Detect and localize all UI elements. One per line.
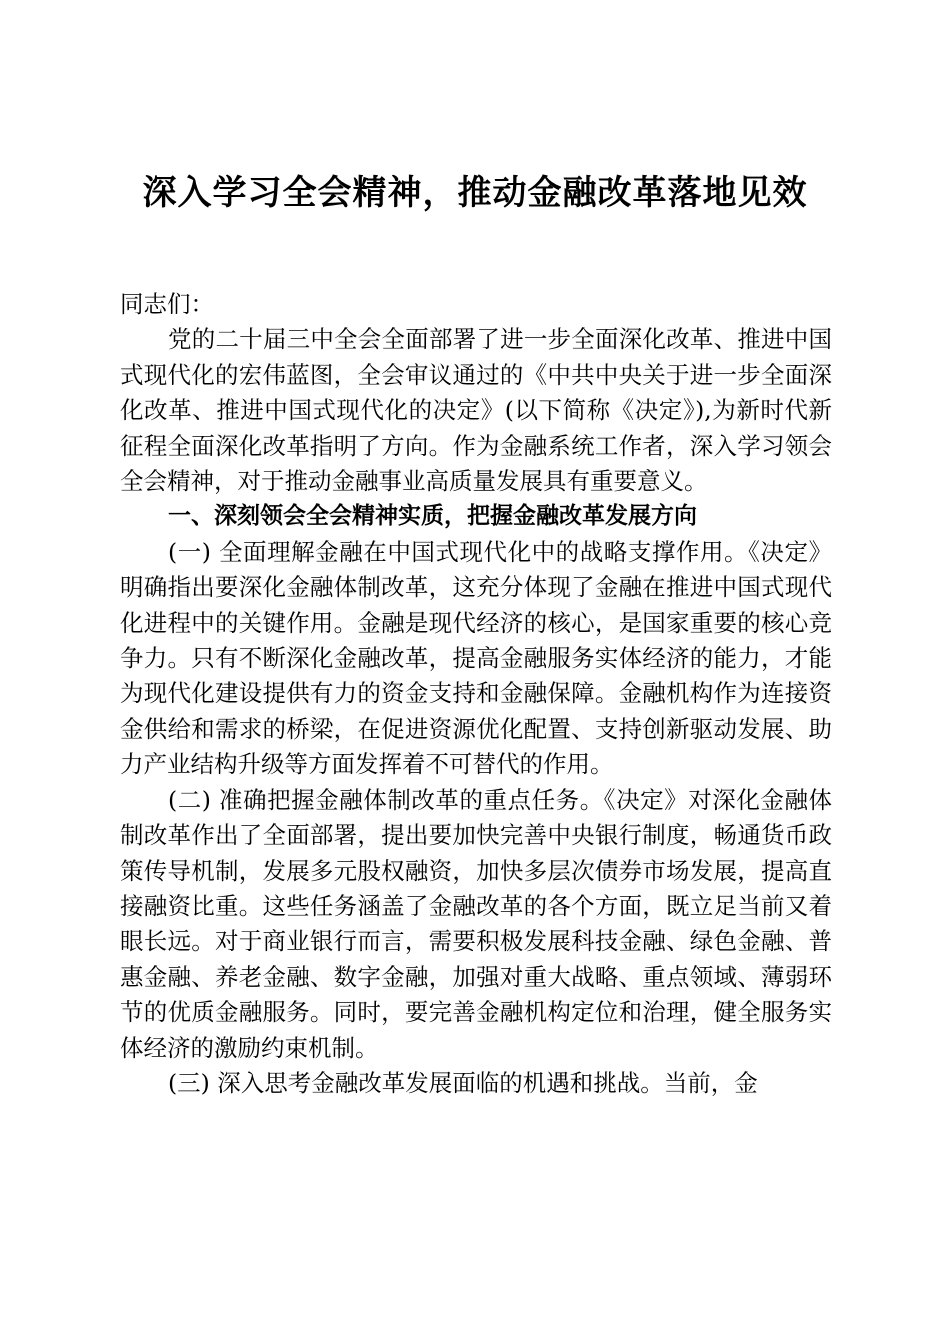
subsection-heading-1: (一) 全面理解金融在中国式现代化中的战略支撑作用。 <box>168 537 749 566</box>
document-body <box>120 287 832 1101</box>
intro-paragraph: 党的二十届三中全会全面部署了进一步全面深化改革、推进中国式现代化的宏伟蓝图，全会审议通过的《中共中央关于进一步全面深化改革、推进中国式现代化的决定》(以下简称《决定》),为新时代新征程全面深化改革指明了方向。作为金融系统工作者，深入学习领会全会精神，对于推动金融事业高质量发展具有重要意义。 <box>120 325 832 496</box>
section-heading-1: 一、深刻领会全会精神实质，把握金融改革发展方向 <box>168 503 697 530</box>
subsection-body-1: 《决定》明确指出要深化金融体制改革，这充分体现了金融在推进中国式现代化进程中的关键作用。金融是现代经济的核心，是国家重要的核心竞争力。只有不断深化金融改革，提高金融服务实体经济的能力，才能为现代化建设提供有力的资金支持和金融保障。金融机构作为连接资金供给和需求的桥梁，在促进资源优化配置、支持创新驱动发展、助力产业结构升级等方面发挥着不可替代的作用。 <box>120 537 832 779</box>
subsection-heading-2: (二) 准确把握金融体制改革的重点任务。 <box>168 785 604 814</box>
subsection-heading-3: (三) 深入思考金融改革发展面临的机遇和挑战。 <box>168 1068 664 1097</box>
document-title: 深入学习全会精神，推动金融改革落地见效 <box>142 173 808 213</box>
subsection-body-3: 当前，金 <box>663 1068 758 1097</box>
subsection-body-2: 《决定》对深化金融体制改革作出了全面部署，提出要加快完善中央银行制度，畅通货币政策传导机制，发展多元股权融资，加快多层次债券市场发展，提高直接融资比重。这些任务涵盖了金融改革的各个方面，既立足当前又着眼长远。对于商业银行而言，需要积极发展科技金融、绿色金融、普惠金融、养老金融、数字金融，加强对重大战略、重点领域、薄弱环节的优质金融服务。同时，要完善金融机构定位和治理，健全服务实体经济的激励约束机制。 <box>120 785 832 1062</box>
subsection-paragraph-3 <box>120 1066 832 1101</box>
salutation: 同志们： <box>120 290 214 318</box>
subsection-paragraph-1 <box>120 535 832 783</box>
subsection-paragraph-2 <box>120 783 832 1066</box>
